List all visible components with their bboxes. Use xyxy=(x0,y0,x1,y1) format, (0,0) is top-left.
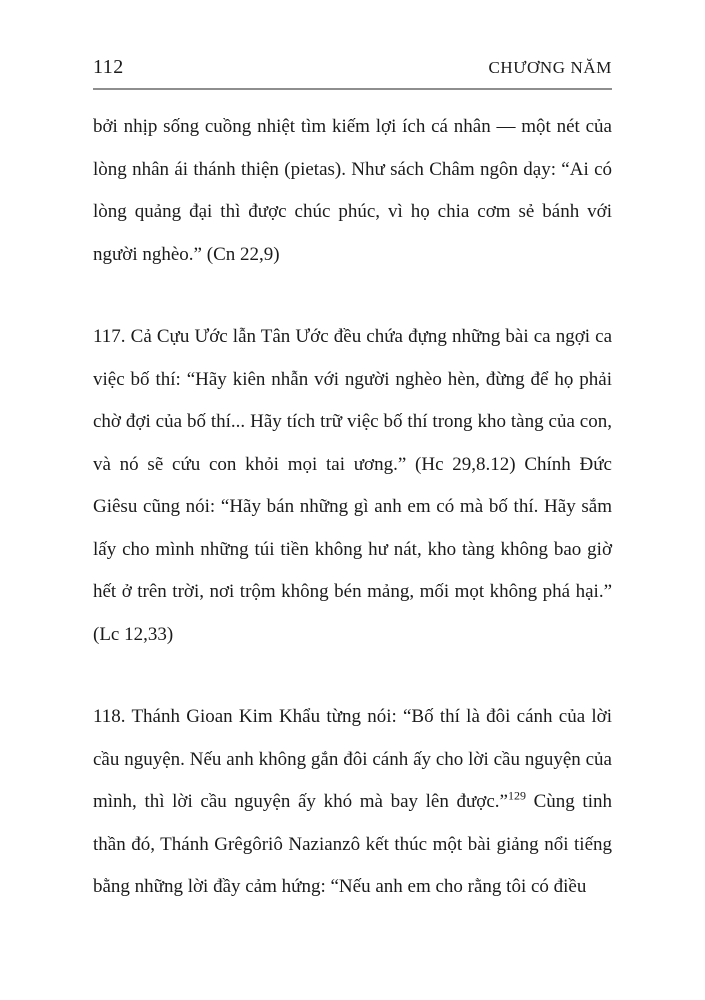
footnote-reference: 129 xyxy=(507,788,526,803)
header-rule xyxy=(93,88,612,90)
paragraph xyxy=(93,106,612,276)
paragraph-text: 118. Thánh Gioan Kim Khẩu từng nói: “Bố thí là đôi cánh của lời cầu nguyện. Nếu anh không gắn đôi cánh ấy cho lời cầu nguyện của mình, thì lời cầu nguyện ấy khó mà bay lên được.” xyxy=(93,706,612,812)
page-number: 112 xyxy=(93,56,124,78)
body-text xyxy=(93,106,612,909)
paragraph xyxy=(93,316,612,656)
paragraph-text: bởi nhịp sống cuồng nhiệt tìm kiếm lợi ích cá nhân — một nét của lòng nhân ái thánh thiện (pietas). Như sách Châm ngôn dạy: “Ai có lòng quảng đại thì được chúc phúc, vì họ chia cơm sẻ bánh với người nghèo.” (Cn 22,9) xyxy=(93,116,612,265)
paragraph xyxy=(93,696,612,909)
chapter-title: CHƯƠNG NĂM xyxy=(488,58,612,77)
paragraph-text: Cùng tinh thần đó, Thánh Grêgôriô Nazianzô kết thúc một bài giảng nổi tiếng bằng những lời đầy cảm hứng: “Nếu anh em cho rằng tôi có điều xyxy=(93,791,612,897)
paragraph-text: 117. Cả Cựu Ước lẫn Tân Ước đều chứa đựng những bài ca ngợi ca việc bố thí: “Hãy kiên nhẫn với người nghèo hèn, đừng để họ phải chờ đợi của bố thí... Hãy tích trữ việc bố thí trong kho tàng của con, và nó sẽ cứu con khỏi mọi tai ương.” (Hc 29,8.12) Chính Đức Giêsu cũng nói: “Hãy bán những gì anh em có mà bố thí. Hãy sắm lấy cho mình những túi tiền không hư nát, kho tàng không bao giờ hết ở trên trời, nơi trộm không bén mảng, mối mọt không phá hại.” (Lc 12,33) xyxy=(93,326,612,645)
running-header xyxy=(93,56,612,79)
